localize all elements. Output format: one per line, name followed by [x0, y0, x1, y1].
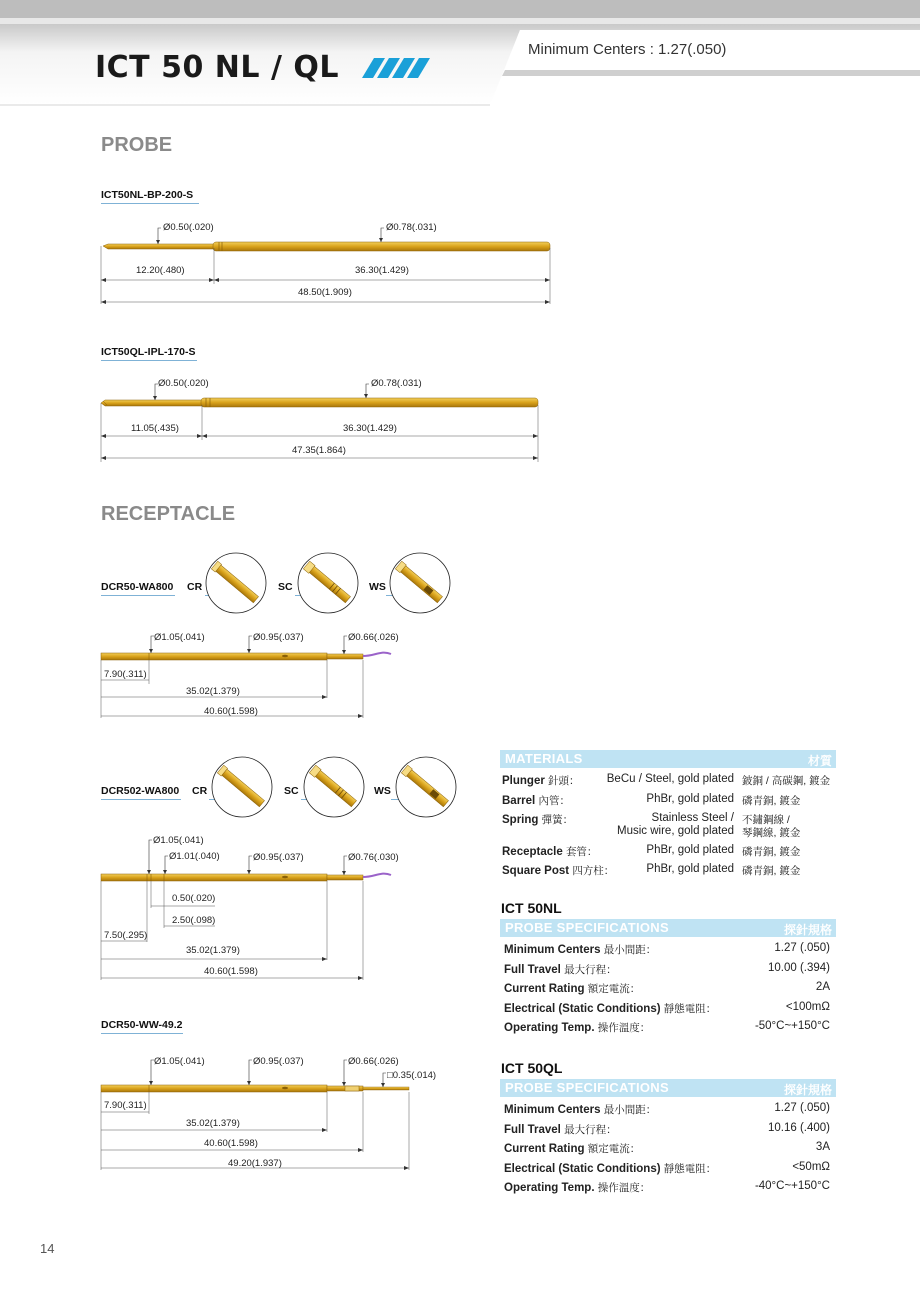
- wire-slot-detail: [396, 757, 456, 817]
- material-key-cn: 內管：: [538, 795, 570, 807]
- part-label: ICT50NL-BP-200-S: [101, 189, 194, 201]
- style-label-ws: WS: [369, 581, 386, 593]
- spec-value: <50mΩ: [792, 1161, 830, 1173]
- material-value-cn: 鈹銅 / 高碳鋼, 鍍金: [742, 775, 831, 787]
- spec-key: Current Rating: [504, 983, 585, 995]
- spec-key-cn: 最大行程：: [564, 1124, 617, 1136]
- spec-value: 3A: [815, 1141, 830, 1153]
- spec-key: Minimum Centers: [504, 944, 601, 956]
- material-value-cn: 磷青銅, 鍍金: [742, 846, 801, 858]
- dim-tip-length: 12.20(.480): [136, 265, 185, 276]
- dim-barrel-length: 36.30(1.429): [355, 265, 409, 276]
- dim-flange-length: 7.50(.295): [104, 930, 148, 941]
- material-key: Barrel: [502, 795, 536, 807]
- spec-key-cn: 額定電流：: [587, 983, 641, 995]
- materials-row: [500, 793, 836, 809]
- dim-barrel-diameter: Ø0.78(.031): [371, 378, 422, 389]
- spec-row: [500, 1161, 830, 1177]
- material-value-cn: 磷青銅, 鍍金: [742, 865, 801, 877]
- material-value: PhBr, gold plated: [646, 844, 734, 856]
- dim-body-diameter: Ø0.95(.037): [253, 632, 304, 643]
- spec-header: [500, 919, 836, 937]
- part-label: DCR502-WA800: [101, 785, 180, 797]
- spec-row: [500, 942, 830, 958]
- page-number: 14: [40, 1241, 55, 1256]
- material-key-cn: 四方柱：: [572, 865, 615, 877]
- spec-title-cn: 探針規格: [783, 923, 832, 937]
- dim-tip-diameter: Ø0.50(.020): [158, 378, 209, 389]
- spec-key: Operating Temp.: [504, 1022, 595, 1034]
- dim-total-length: 48.50(1.909): [298, 287, 352, 298]
- receptacle-tip-details: [205, 552, 455, 616]
- section-title-receptacle: RECEPTACLE: [101, 503, 236, 525]
- materials-row: [500, 844, 836, 860]
- receptacle-drawing: [95, 1052, 415, 1172]
- part-label: DCR50-WA800: [101, 581, 174, 593]
- spec-key: Current Rating: [504, 1143, 585, 1155]
- spec-row: [500, 981, 830, 997]
- spec-key: Minimum Centers: [504, 1104, 601, 1116]
- dim-barrel-diameter: Ø0.78(.031): [386, 222, 437, 233]
- dim-body-length: 35.02(1.379): [186, 1118, 240, 1129]
- minimum-centers-note: Minimum Centers : 1.27(.050): [528, 41, 727, 58]
- spec-row: [500, 1020, 830, 1036]
- spec-key-cn: 最小間距：: [603, 1104, 657, 1116]
- materials-row: [500, 773, 836, 789]
- spec-title: PROBE SPECIFICATIONS: [505, 920, 669, 935]
- dim-total-length: 40.60(1.598): [204, 706, 258, 717]
- spec-value: -50°C~+150°C: [754, 1020, 830, 1032]
- dim-flange-length: 7.90(.311): [104, 669, 147, 680]
- part-underline: [101, 799, 181, 800]
- material-value: PhBr, gold plated: [646, 793, 734, 805]
- spring-clip-detail: [304, 757, 364, 817]
- dim-tip-length: 11.05(.435): [131, 423, 179, 434]
- style-label-cr: CR: [192, 785, 208, 797]
- spec-key-cn: 操作溫度：: [597, 1182, 651, 1194]
- receptacle-tip-details: [211, 756, 461, 820]
- spec-row: [500, 1180, 830, 1196]
- spec-value: 1.27 (.050): [774, 942, 830, 954]
- material-key: Plunger: [502, 775, 545, 787]
- dim-tail-diameter: Ø0.76(.030): [348, 852, 399, 863]
- spec-row: [500, 962, 830, 978]
- spec-key-cn: 最大行程：: [564, 964, 617, 976]
- dim-total-length: 49.20(1.937): [228, 1158, 282, 1169]
- spec-value: -40°C~+150°C: [754, 1180, 830, 1192]
- dim-flange-diameter: Ø1.05(.041): [154, 632, 205, 643]
- dim-tail-diameter: Ø0.66(.026): [348, 1056, 399, 1067]
- dim-body-length: 35.02(1.379): [186, 945, 240, 956]
- spec-key-cn: 靜態電阻：: [663, 1003, 717, 1015]
- spec-value: 10.00 (.394): [767, 962, 830, 974]
- spec-key-cn: 最小間距：: [603, 944, 657, 956]
- spec-header: [500, 1079, 836, 1097]
- material-key-cn: 針頭：: [548, 775, 580, 787]
- part-underline: [101, 203, 199, 204]
- material-value: BeCu / Steel, gold plated: [606, 773, 734, 785]
- material-key: Square Post: [502, 865, 570, 877]
- crown-tip-detail: [206, 553, 266, 613]
- material-value: PhBr, gold plated: [646, 863, 734, 875]
- spec-value: 2A: [815, 981, 830, 993]
- materials-title: MATERIALS: [505, 751, 583, 766]
- dim-total-length: 47.35(1.864): [292, 445, 346, 456]
- material-value: Stainless Steel /: [651, 812, 734, 824]
- dim-flange-length: 7.90(.311): [104, 1100, 147, 1111]
- part-underline: [101, 595, 175, 596]
- spec-key: Full Travel: [504, 1124, 561, 1136]
- style-label-cr: CR: [187, 581, 203, 593]
- material-value-cn: 磷青銅, 鍍金: [742, 795, 801, 807]
- dim-ring-offset-b: 2.50(.098): [172, 915, 216, 926]
- style-label-sc: SC: [278, 581, 293, 593]
- dim-tip-diameter: Ø0.50(.020): [163, 222, 214, 233]
- spec-model-title: ICT 50NL: [501, 900, 562, 916]
- material-key: Spring: [502, 814, 539, 826]
- spec-key: Electrical (Static Conditions): [504, 1003, 661, 1015]
- dim-total-length: 40.60(1.598): [204, 966, 258, 977]
- material-key-cn: 套管：: [565, 846, 598, 858]
- materials-title-cn: 材質: [807, 754, 832, 768]
- material-value-cn: 不鏽鋼線 /: [742, 814, 790, 826]
- materials-row: [500, 812, 836, 842]
- materials-header: [500, 750, 836, 768]
- spec-model-title: ICT 50QL: [501, 1060, 563, 1076]
- material-key-cn: 彈簧：: [541, 814, 574, 826]
- style-label-sc: SC: [284, 785, 299, 797]
- dim-barrel-length: 36.30(1.429): [343, 423, 397, 434]
- spec-value: 1.27 (.050): [774, 1102, 830, 1114]
- part-label: DCR50-WW-49.2: [101, 1019, 183, 1031]
- part-label: ICT50QL-IPL-170-S: [101, 346, 196, 358]
- spec-title: PROBE SPECIFICATIONS: [505, 1080, 669, 1095]
- dim-flange-diameter: Ø1.05(.041): [153, 835, 204, 846]
- dim-flange-diameter: Ø1.05(.041): [154, 1056, 205, 1067]
- dim-tail-diameter: Ø0.66(.026): [348, 632, 399, 643]
- style-label-ws: WS: [374, 785, 391, 797]
- part-underline: [101, 1033, 183, 1034]
- dim-body-diameter: Ø0.95(.037): [253, 1056, 304, 1067]
- wire-slot-detail: [390, 553, 450, 613]
- material-value-line2: Music wire, gold plated: [617, 825, 734, 837]
- spec-title-cn: 探針規格: [783, 1083, 832, 1097]
- section-title-probe: PROBE: [101, 134, 173, 156]
- spec-row: [500, 1141, 830, 1157]
- spec-row: [500, 1001, 830, 1017]
- spec-key: Operating Temp.: [504, 1182, 595, 1194]
- part-underline: [101, 360, 197, 361]
- spec-key: Full Travel: [504, 964, 561, 976]
- dim-square-post: □0.35(.014): [387, 1070, 437, 1081]
- spec-row: [500, 1122, 830, 1138]
- spec-key-cn: 靜態電阻：: [663, 1163, 717, 1175]
- spec-key-cn: 額定電流：: [587, 1143, 641, 1155]
- spec-key-cn: 操作溫度：: [597, 1022, 651, 1034]
- spec-key: Electrical (Static Conditions): [504, 1163, 661, 1175]
- page-title: ICT 50 NL / QL: [95, 50, 339, 85]
- dim-receptacle-length: 40.60(1.598): [204, 1138, 258, 1149]
- dim-ring-diameter: Ø1.01(.040): [169, 851, 220, 862]
- crown-tip-detail: [212, 757, 272, 817]
- dim-body-length: 35.02(1.379): [186, 686, 240, 697]
- dim-ring-offset-a: 0.50(.020): [172, 893, 216, 904]
- spring-clip-detail: [298, 553, 358, 613]
- spec-row: [500, 1102, 830, 1118]
- spec-value: 10.16 (.400): [767, 1122, 830, 1134]
- material-value-cn-line2: 琴鋼線, 鍍金: [742, 827, 801, 839]
- materials-row: [500, 863, 836, 879]
- material-key: Receptacle: [502, 846, 563, 858]
- dim-body-diameter: Ø0.95(.037): [253, 852, 304, 863]
- spec-value: <100mΩ: [785, 1001, 830, 1013]
